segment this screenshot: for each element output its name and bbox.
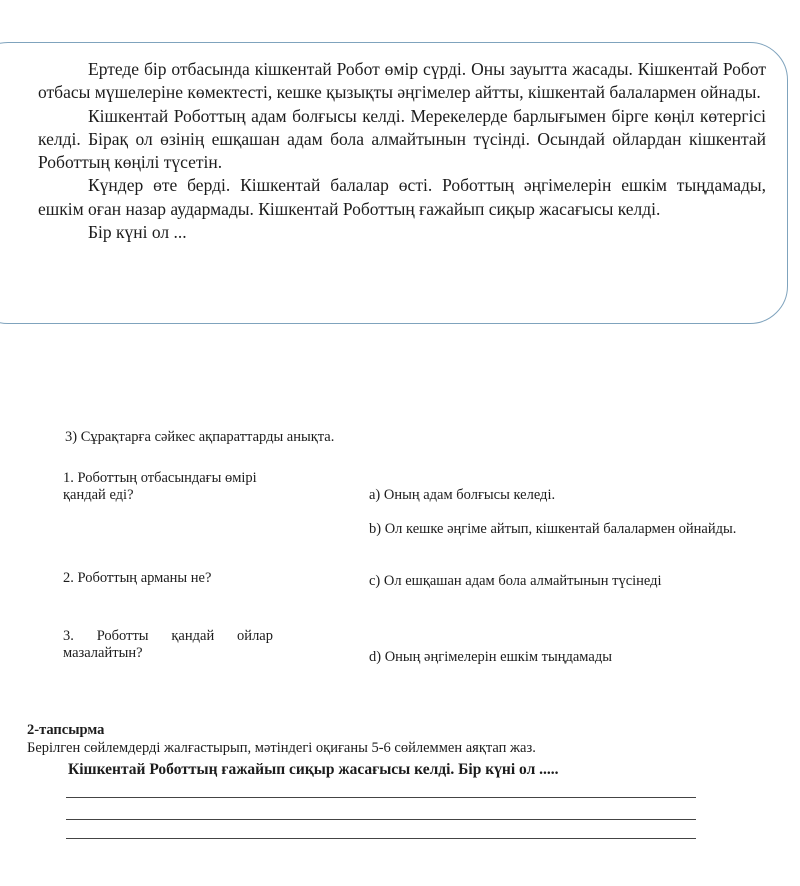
- story-paragraph: Бір күні ол ...: [88, 222, 187, 243]
- story-paragraph: Кішкентай Роботтың адам болғысы келді. Мерекелерде барлығымен бірге көңіл көтергісі келді. Бірақ ол өзінің ешқашан адам бола алмайтынын түсінді. Осындай ойлардан кішкентай Роботтың көңілі түсетін.: [38, 105, 766, 173]
- answer-d: d) Оның әңгімелерін ешкім тыңдамады: [369, 649, 612, 665]
- question-2: 2. Роботтың арманы не?: [63, 570, 212, 586]
- answer-line[interactable]: [66, 838, 696, 839]
- story-paragraph: Ертеде бір отбасында кішкентай Робот өмір сүрді. Оны зауытта жасады. Кішкентай Робот отбасы мүшелеріне көмектесті, кешке қызықты әңгімелер айтты, кішкентай балалармен ойнады.: [38, 59, 766, 103]
- story-text: [38, 58, 766, 244]
- task2-title: 2-тапсырма: [27, 722, 105, 738]
- answer-line[interactable]: [66, 797, 696, 798]
- task3-title: 3) Сұрақтарға сәйкес ақпараттарды анықта.: [65, 429, 335, 445]
- answer-a: a) Оның адам болғысы келеді.: [369, 487, 556, 503]
- story-paragraph: Күндер өте берді. Кішкентай балалар өсті. Роботтың әңгімелерін ешкім тыңдамады, ешкім оған назар аудармады. Кішкентай Роботтың ғажайып сиқыр жасағысы келді.: [38, 175, 766, 219]
- question-3: 3. Роботты қандай ойлар мазалайтын?: [63, 628, 273, 661]
- question-1: 1. Роботтың отбасындағы өмірі қандай еді?: [63, 470, 257, 503]
- answer-b: b) Ол кешке әңгіме айтып, кішкентай балалармен ойнайды.: [369, 521, 737, 537]
- answer-c: c) Ол ешқашан адам бола алмайтынын түсінеді: [369, 573, 662, 589]
- task2-instruction: Берілген сөйлемдерді жалғастырып, мәтіндегі оқиғаны 5-6 сөйлеммен аяқтап жаз.: [27, 740, 536, 756]
- task2-prompt: Кішкентай Роботтың ғажайып сиқыр жасағысы келді. Бір күні ол .....: [68, 761, 559, 778]
- answer-line[interactable]: [66, 819, 696, 820]
